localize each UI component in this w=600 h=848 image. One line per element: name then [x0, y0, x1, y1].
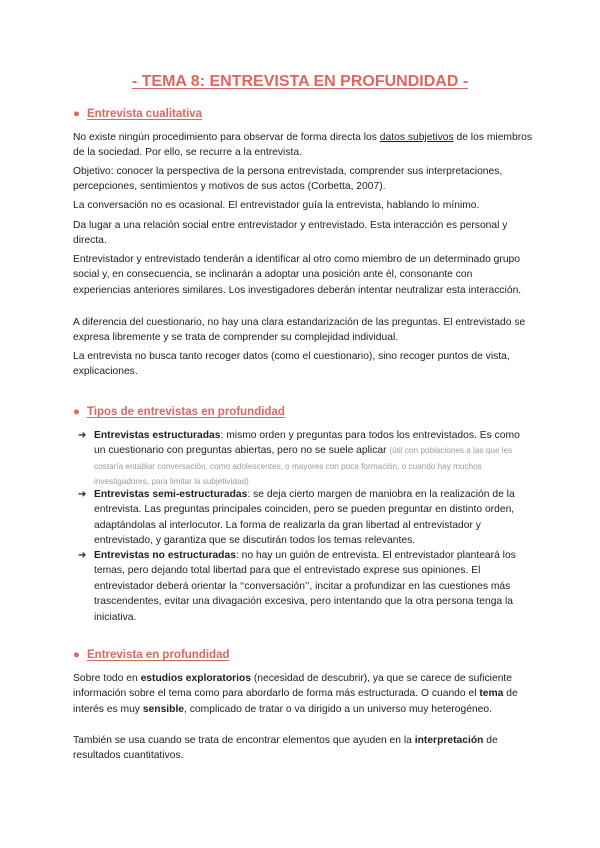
paragraph [73, 671, 533, 717]
text-run: : mismo orden y preguntas para todos los entrevistados. Es como un cuestionario con preguntas abiertas, pero no se suele aplicar [94, 430, 520, 457]
paragraph: Objetivo: conocer la perspectiva de la persona entrevistada, comprender sus interpretaciones, percepciones, sentimientos y motivos de sus actos (Corbetta, 2007). [73, 166, 503, 193]
page-title-text: - TEMA 8: ENTREVISTA EN PROFUNDIDAD - [131, 73, 469, 90]
bold-term: interpretación [414, 735, 484, 746]
text-run: : no hay un guión de entrevista. El entrevistador planteará los temas, pero dejando total libertad para que el entrevistado exprese sus opiniones. El entrevistador deberá orientar la ‘‘conversación’’, incitar a profundizar en las cuestiones más trascendentes, evitar una divagación excesiva, pero intentando que la otra persona tenga la iniciativa. [94, 550, 516, 623]
bold-term: Entrevistas no estructuradas [94, 550, 236, 561]
text-run: No existe ningún procedimiento para observar de forma directa los [73, 132, 380, 143]
text-run: También se usa cuando se trata de encontrar elementos que ayuden en la [73, 735, 415, 746]
list-item-entrevistas-no-estructuradas [78, 548, 533, 625]
arrow-right-icon: ➔ [78, 489, 87, 500]
text-run: de los miembros de la sociedad. Por ello, se recurre a la entrevista. [73, 132, 533, 159]
bullet-icon: ● [73, 649, 80, 661]
text-run: de resultados cuantitativos. [73, 735, 498, 762]
list-item-entrevistas-semi-estructuradas [78, 487, 533, 549]
paragraph: La conversación no es ocasional. El entrevistador guía la entrevista, hablando lo mínimo. [73, 200, 480, 211]
text-run: , complicado de tratar o va dirigido a un universo muy heterogéneo. [184, 703, 492, 715]
bold-term: Entrevistas estructuradas [94, 430, 221, 441]
section-heading-entrevista-profundidad [73, 649, 230, 661]
list-item-body [94, 548, 533, 625]
paragraph: A diferencia del cuestionario, no hay una clara estandarización de las preguntas. El entrevistado se expresa libremente y se trata de comprender su complejidad individual. [73, 317, 526, 344]
arrow-right-icon: ➔ [78, 430, 87, 441]
bold-term: tema [479, 688, 504, 700]
bold-term: Entrevistas semi-estructuradas [94, 489, 248, 500]
paragraph: Da lugar a una relación social entre entrevistador y entrevistado. Esta interacción es personal y directa. [73, 220, 508, 247]
bullet-icon: ● [73, 406, 80, 418]
arrow-right-icon: ➔ [78, 550, 87, 561]
bold-term: sensible [142, 703, 185, 715]
paragraph [73, 733, 533, 764]
section-heading-entrevista-cualitativa [73, 108, 202, 120]
section-heading-tipos-entrevistas [73, 406, 285, 418]
section-heading-text: Entrevista en profundidad [87, 649, 230, 661]
list-item-body [94, 487, 533, 549]
page-title [0, 73, 600, 91]
section-heading-text: Tipos de entrevistas en profundidad [87, 406, 285, 418]
list-item-body [94, 428, 533, 490]
underlined-term: datos subjetivos [379, 132, 454, 143]
small-note: (útil con poblaciones a las que les costaría entablar conversación, como adolescentes, o mayores con poca formación, o cuando hay muchos investigadores, para limitar la subjetividad). [94, 446, 513, 487]
text-run: Sobre todo en [73, 673, 141, 684]
paragraph [73, 130, 533, 161]
text-run: (necesidad de descubrir), ya que se carece de suficiente información sobre el tema como para abordarlo de forma más estructurada. O cuando el [73, 673, 513, 700]
paragraph: La entrevista no busca tanto recoger datos (como el cuestionario), sino recoger puntos de vista, explicaciones. [73, 351, 510, 378]
text-run: de interés es muy [73, 688, 518, 715]
text-run: : se deja cierto margen de maniobra en la realización de la entrevista. Las preguntas principales coinciden, pero se pueden preguntar en distinto orden, adaptándolas al interlocutor. La forma de realizarla da gran libertad al entrevistador y entrevistado, y garantiza que se discutirán todos los temas relevantes. [94, 489, 515, 547]
list-item-entrevistas-estructuradas [78, 428, 533, 490]
bold-term: estudios exploratorios [140, 673, 251, 684]
paragraph: Entrevistador y entrevistado tenderán a identificar al otro como miembro de un determinado grupo social y, en consecuencia, se inclinarán a adoptar una posición ante él, consonante con experiencias anteriores similares. Los investigadores deberán intentar neutralizar esta interacción. [73, 254, 522, 296]
section-heading-text: Entrevista cualitativa [87, 108, 203, 120]
bullet-icon: ● [73, 108, 80, 120]
